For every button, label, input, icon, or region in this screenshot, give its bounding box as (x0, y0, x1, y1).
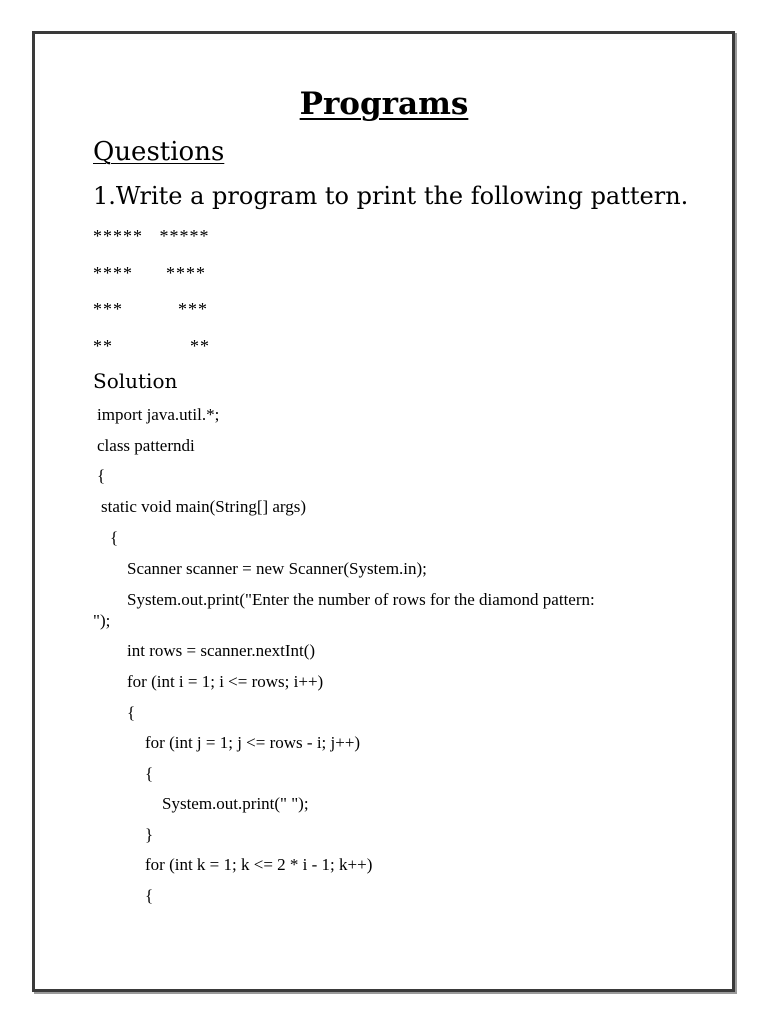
code-line: static void main(String[] args) (101, 497, 307, 516)
code-line: { (145, 886, 154, 905)
code-line: Scanner scanner = new Scanner(System.in); (127, 559, 427, 578)
code-line: System.out.print(" "); (162, 794, 309, 813)
questions-heading: Questions (93, 137, 225, 167)
pattern-line: ** ** (93, 336, 210, 356)
code-line: { (110, 528, 119, 547)
code-line: "); (93, 611, 111, 630)
code-line: class patterndi (97, 436, 195, 455)
code-line: for (int j = 1; j <= rows - i; j++) (145, 733, 361, 752)
code-line: { (145, 764, 154, 783)
code-line: for (int i = 1; i <= rows; i++) (127, 672, 324, 691)
question-1: 1.Write a program to print the following pattern. (93, 182, 689, 210)
code-line: int rows = scanner.nextInt() (127, 641, 316, 660)
code-line: for (int k = 1; k <= 2 * i - 1; k++) (145, 855, 373, 874)
solution-heading: Solution (93, 369, 178, 393)
pattern-line: ***** ***** (93, 226, 210, 246)
code-line: } (145, 825, 154, 844)
code-line: import java.util.*; (97, 405, 220, 424)
pattern-line: *** *** (93, 299, 208, 319)
pattern-line: **** **** (93, 263, 206, 283)
page-title: Programs (299, 86, 469, 122)
code-line: { (127, 703, 136, 722)
code-line: { (97, 466, 106, 485)
code-line: System.out.print("Enter the number of rows for the diamond pattern: (127, 590, 595, 609)
